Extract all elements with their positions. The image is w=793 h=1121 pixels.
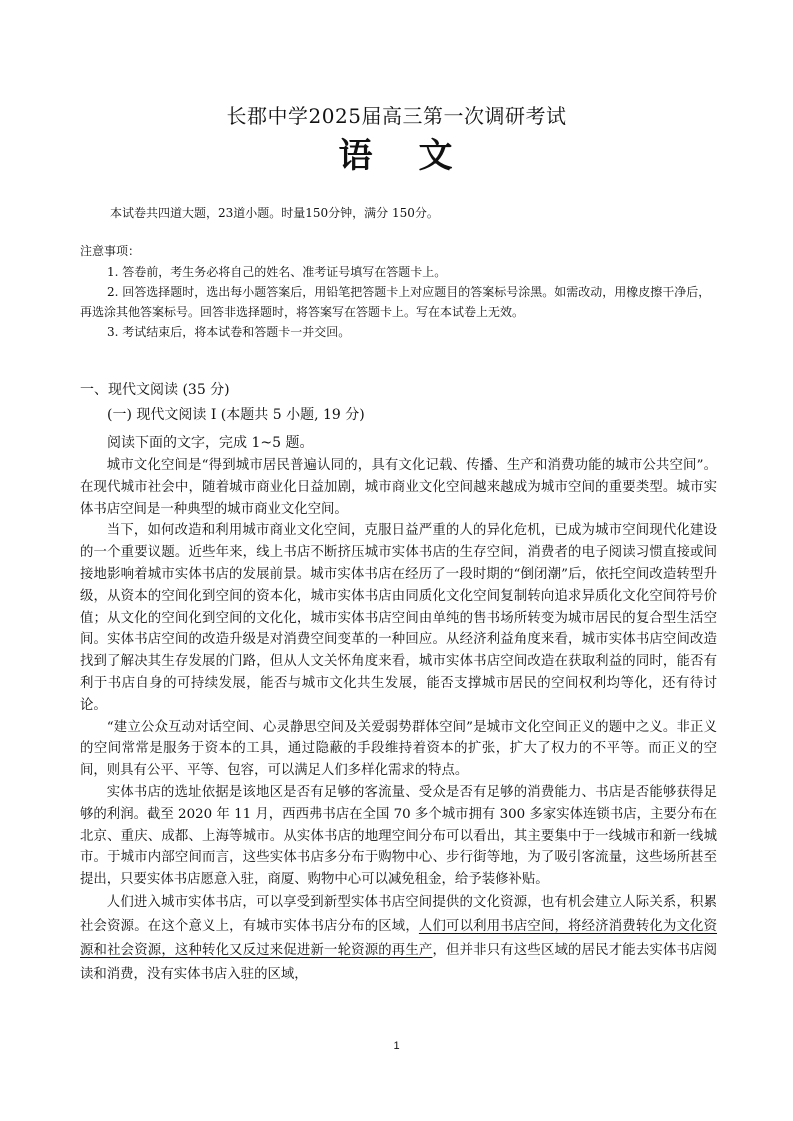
subsection-heading: (一) 现代文阅读 I (本题共 5 小题, 19 分) <box>107 407 365 423</box>
passage-paragraph: 城市文化空间是“得到城市居民普遍认同的，具有文化记载、传播、生产和消费功能的城市公共空间”。在现代城市社会中，随着城市商业化日益加剧，城市商业文化空间越来越成为城市空间的重要类型。城市实体书店空间是一种典型的城市商业文化空间。 <box>80 458 717 517</box>
note-item: 2. 回答选择题时，选出每小题答案后，用铅笔把答题卡上对应题目的答案标号涂黑。如需改动，用橡皮擦干净后，再选涂其他答案标号。回答非选择题时，将答案写在答题卡上。写在本试卷上无效。 <box>80 285 711 319</box>
subject-title <box>0 136 793 176</box>
notes-heading: 注意事项： <box>80 244 141 258</box>
reading-passage <box>80 455 717 987</box>
page-number: 1 <box>393 1040 400 1052</box>
passage-paragraph <box>80 891 717 987</box>
notes-list <box>80 262 716 342</box>
passage-text: ，但并非只有这些区域的居民才能去实体书店阅读和消费，没有实体书店入驻的区域， <box>80 942 718 982</box>
passage-text: 人们进入城市实体书店，可以享受到新型实体书店空间提供的文化资源，也有机会建立人际关系，积累社会资源。在这个意义上，有城市实体书店分布的区域， <box>80 894 717 934</box>
subject-char-1: 语 <box>338 136 375 176</box>
passage-paragraph: “建立公众互动对话空间、心灵静思空间及关爱弱势群体空间”是城市文化空间正义的题中之义。非正义的空间常常是服务于资本的工具，通过隐蔽的手段维持着资本的扩张，扩大了权力的不平等。而正义的空间，则具有公平、平等、包容，可以满足人们多样化需求的特点。 <box>80 719 717 779</box>
section-heading: 一、现代文阅读 (35 分) <box>80 382 230 398</box>
note-item: 3. 考试结束后，将本试卷和答题卡一并交回。 <box>107 325 351 339</box>
passage-paragraph: 实体书店的选址依据是该地区是否有足够的客流量、受众是否有足够的消费能力、书店是否能够获得足够的利润。截至 2020 年 11 月，西西弗书店在全国 70 多个城市拥有 300 多家实体连锁书店，主要分布在北京、重庆、成都、上海等城市。从实体书店的地理空间分布可以看出，其主要集中于一线城市和新一线城市。于城市内部空间而言，这些实体书店多分布于购物中心、步行街等地，为了吸引客流量，这些场所甚至提出，只要实体书店愿意入驻，商厦、购物中心可以减免租金，给予装修补贴。 <box>80 784 717 888</box>
subject-char-2: 文 <box>418 136 455 176</box>
passage-paragraph: 当下，如何改造和利用城市商业文化空间，克服日益严重的人的异化危机，已成为城市空间现代化建设的一个重要议题。近些年来，线上书店不断挤压城市实体书店的生存空间，消费者的电子阅读习惯直接或间接地影响着城市实体书店的发展前景。城市实体书店在经历了一段时期的“倒闭潮”后，依托空间改造转型升级，从资本的空间化到空间的资本化，城市实体书店由同质化文化空间复制转向追求异质化文化空间符号价值；从文化的空间化到空间的文化化，城市实体书店空间由单纯的售书场所转变为城市居民的复合型生活空间。实体书店空间的改造升级是对消费空间变革的一种回应。从经济利益角度来看，城市实体书店空间改造找到了解决其生存发展的门路，但从人文关怀角度来看，城市实体书店空间改造在获取利益的同时，能否有利于书店自身的可持续发展，能否与城市文化共生发展，能否支撑城市居民的空间权利均等化，还有待讨论。 <box>80 523 717 713</box>
note-item: 1. 答卷前，考生务必将自己的姓名、准考证号填写在答题卡上。 <box>107 265 447 279</box>
reading-instruction: 阅读下面的文字，完成 1~5 题。 <box>107 435 314 451</box>
underlined-sentence: 人们可以利用书店空间，将经济消费转化为文化资源和社会资源，这种转化又反过来促进新一轮资源的再生产 <box>80 918 718 958</box>
exam-title: 长郡中学2025届高三第一次调研考试 <box>226 104 567 128</box>
exam-info: 本试卷共四道大题，23道小题。时量150分钟，满分 150分。 <box>110 206 439 220</box>
